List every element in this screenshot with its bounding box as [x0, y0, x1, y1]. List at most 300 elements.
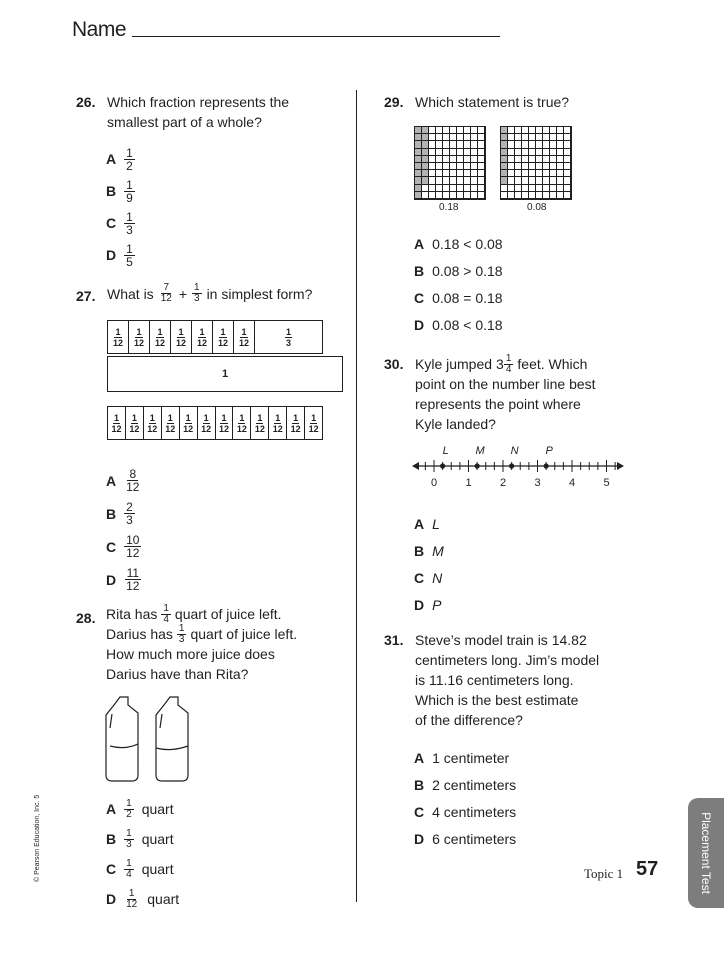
- grid-cell: [564, 134, 571, 141]
- grid-cell: [422, 163, 429, 170]
- grid-cell: [471, 177, 478, 184]
- grid-cell: [450, 163, 457, 170]
- q27-number: 27.: [76, 288, 96, 304]
- grid-cell: [464, 134, 471, 141]
- tick-label: 4: [568, 477, 576, 489]
- grid-cell: [536, 141, 543, 148]
- grid-cell: [422, 156, 429, 163]
- grid-cell: [557, 149, 564, 156]
- grid-cell: [543, 177, 550, 184]
- q29-choice-c[interactable]: C 0.08 = 0.18: [414, 289, 503, 306]
- grid-cell: [450, 134, 457, 141]
- bar-twelfth: 1 12: [308, 412, 319, 434]
- grid-cell: [508, 141, 515, 148]
- point-label: P: [545, 445, 553, 457]
- grid-cell: [564, 156, 571, 163]
- grid-cell: [522, 141, 529, 148]
- grid-cell: [550, 163, 557, 170]
- q30-choice-c[interactable]: C N: [414, 569, 443, 586]
- grid-cell: [522, 163, 529, 170]
- grid-cell: [557, 185, 564, 192]
- grid-cell: [564, 149, 571, 156]
- topic-label: Topic 1: [584, 866, 624, 881]
- tick-label: 1: [465, 477, 472, 489]
- grid-cell: [557, 141, 564, 148]
- grid-cell: [464, 192, 471, 199]
- grid-cell: [522, 149, 529, 156]
- grid-cell: [557, 170, 564, 177]
- point-dot: [544, 463, 549, 468]
- grid-cell: [501, 141, 508, 148]
- grid-cell: [457, 192, 464, 199]
- q26-number: 26.: [76, 94, 96, 110]
- grid-cell: [557, 192, 564, 199]
- grid-cell: [508, 177, 515, 184]
- bar-whole: 1: [221, 368, 229, 380]
- grid-cell: [415, 156, 422, 163]
- q30-number: 30.: [384, 356, 404, 372]
- grid-cell: [478, 149, 485, 156]
- q31-choice-b[interactable]: B 2 centimeters: [414, 776, 517, 793]
- q27-text: What is $\frac{7}{12}$ + $\frac{1}{3}$ in simplest form?: [107, 282, 313, 304]
- grid-cell: [536, 192, 543, 199]
- jug-icon: [156, 697, 188, 781]
- grid-cell: [429, 192, 436, 199]
- grid-cell: [550, 192, 557, 199]
- grid-cell: [557, 134, 564, 141]
- grid-cell: [557, 127, 564, 134]
- grid-cell: [508, 185, 515, 192]
- grid-cell: [529, 141, 536, 148]
- grid-cell: [529, 177, 536, 184]
- grid-cell: [557, 156, 564, 163]
- grid-cell: [429, 185, 436, 192]
- grid-cell: [478, 170, 485, 177]
- point-dot: [475, 463, 480, 468]
- grid-cell: [522, 170, 529, 177]
- grid-cell: [415, 185, 422, 192]
- grid-cell: [457, 163, 464, 170]
- q27-frac-1: $\frac{7}{12}$: [160, 282, 172, 304]
- grid-cell: [508, 192, 515, 199]
- grid-cell: [443, 192, 450, 199]
- q28-choice-a[interactable]: A $\frac{1}{2}$ quart: [106, 797, 174, 820]
- grid-cell: [443, 134, 450, 141]
- grid-cell: [422, 192, 429, 199]
- grid-cell: [508, 127, 515, 134]
- tab-label: Placement Test: [699, 812, 713, 894]
- grid-cell: [529, 170, 536, 177]
- grid-cell: [450, 170, 457, 177]
- grid-cell: [422, 134, 429, 141]
- q26-choice-d[interactable]: D $\frac{1}{5}$: [106, 241, 133, 269]
- grid-cell: [464, 170, 471, 177]
- q29-number: 29.: [384, 94, 404, 110]
- q27-bar-bottom: [107, 406, 323, 440]
- grid-cell: [464, 163, 471, 170]
- bar-third: 1 3: [285, 326, 291, 348]
- column-divider: [356, 90, 357, 902]
- grid-cell: [564, 185, 571, 192]
- grid-cell: [429, 156, 436, 163]
- q28-choice-c[interactable]: C $\frac{1}{4}$ quart: [106, 857, 174, 880]
- grid-cell: [450, 127, 457, 134]
- grid-cell: [422, 127, 429, 134]
- grid-cell: [415, 141, 422, 148]
- bar-twelfth: 1 12: [108, 321, 129, 353]
- grid-cell: [415, 192, 422, 199]
- point-label: N: [510, 445, 519, 457]
- bar-twelfth: 1 12: [213, 321, 234, 353]
- grid-cell: [464, 149, 471, 156]
- grid-cell: [450, 177, 457, 184]
- grid-cell: [471, 141, 478, 148]
- grid-cell: [508, 134, 515, 141]
- grid-cell: [508, 149, 515, 156]
- point-dot: [509, 463, 514, 468]
- q28-text: Rita has $\frac{1}{4}$ quart of juice left. Darius has $\frac{1}{3}$ quart of juice left. How much more juice does Darius have than Rita?: [106, 602, 298, 682]
- q26-choice-b-frac: $\frac{1}{9}$: [126, 177, 133, 205]
- grid-cell: [415, 177, 422, 184]
- grid-cell: [436, 177, 443, 184]
- grid-cell: [450, 141, 457, 148]
- point-label: M: [475, 445, 485, 457]
- grid-cell: [557, 163, 564, 170]
- q30-choice-d[interactable]: D P: [414, 596, 442, 613]
- grid-cell: [471, 149, 478, 156]
- bar-twelfth: 1 12: [171, 321, 192, 353]
- q30-text: Kyle jumped 3 $\frac{1}{4}$ feet. Which point on the number line best represents the point where Kyle landed?: [415, 352, 596, 432]
- grid-cell: [450, 192, 457, 199]
- grid-cell: [550, 134, 557, 141]
- page-number: 57: [636, 858, 659, 880]
- grid-cell: [471, 185, 478, 192]
- grid-cell: [478, 163, 485, 170]
- grid-cell: [436, 156, 443, 163]
- grid-cell: [515, 185, 522, 192]
- grid-cell: [529, 163, 536, 170]
- q28-choice-d[interactable]: D $\frac{1}{12}$ quart: [106, 887, 180, 910]
- grid-cell: [550, 156, 557, 163]
- grid-cell: [515, 170, 522, 177]
- q27-choice-c[interactable]: C $\frac{10}{12}$: [106, 533, 140, 560]
- grid-cell: [529, 127, 536, 134]
- grid-cell: [501, 185, 508, 192]
- grid-cell: [564, 192, 571, 199]
- q29-choices: [414, 230, 503, 338]
- grid-cell: [550, 185, 557, 192]
- grid-cell: [564, 163, 571, 170]
- q31-choice-d[interactable]: D 6 centimeters: [414, 830, 517, 847]
- bar-twelfth: 1 12: [144, 407, 162, 439]
- q31-text: Steve’s model train is 14.82 centimeters long. Jim’s model is 11.16 centimeters long. Which is the best estimate of the difference?: [415, 632, 600, 728]
- grid-cell: [436, 163, 443, 170]
- tick-label: 0: [430, 477, 438, 489]
- grid-cell: [436, 185, 443, 192]
- grid-cell: [471, 170, 478, 177]
- grid-cell: [422, 185, 429, 192]
- q30-choices: [414, 510, 444, 618]
- grid-cell: [536, 185, 543, 192]
- grid-cell: [464, 141, 471, 148]
- q31-choice-a[interactable]: A 1 centimeter: [414, 749, 510, 766]
- q27-bar-whole: [107, 356, 343, 392]
- grid-cell: [508, 156, 515, 163]
- grid-cell: [443, 170, 450, 177]
- grid-cell: [457, 149, 464, 156]
- grid-cell: [443, 177, 450, 184]
- grid-cell: [508, 170, 515, 177]
- q31-choice-c[interactable]: C 4 centimeters: [414, 803, 517, 820]
- grid-cell: [550, 149, 557, 156]
- grid-cell: [450, 149, 457, 156]
- grid-cell: [557, 177, 564, 184]
- grid-cell: [457, 127, 464, 134]
- grid-cell: [422, 141, 429, 148]
- grid-cell: [478, 134, 485, 141]
- grid-cell: [543, 170, 550, 177]
- q28-choices: [106, 794, 179, 914]
- arrow-right-icon: [617, 462, 624, 470]
- grid-cell: [471, 163, 478, 170]
- grid-cell: [478, 127, 485, 134]
- point-dot: [440, 463, 445, 468]
- q29-choice-d[interactable]: D 0.08 < 0.18: [414, 316, 503, 333]
- grid-cell: [478, 177, 485, 184]
- q27-choice-d[interactable]: D $\frac{11}{12}$: [106, 566, 140, 593]
- grid-cell: [536, 149, 543, 156]
- grid-cell: [543, 127, 550, 134]
- grid-cell: [550, 141, 557, 148]
- arrow-left-icon: [412, 462, 419, 470]
- grid-cell: [464, 127, 471, 134]
- grid-cell: [508, 163, 515, 170]
- q26-choice-c-frac: $\frac{1}{3}$: [126, 209, 133, 237]
- point-label: L: [442, 445, 449, 457]
- grid-cell: [515, 149, 522, 156]
- grid-cell: [515, 141, 522, 148]
- bar-twelfth: 1 12: [129, 321, 150, 353]
- grid-cell: [478, 156, 485, 163]
- grid-cell: [536, 156, 543, 163]
- grid-cell: [422, 177, 429, 184]
- grid-0-18: [414, 126, 486, 200]
- bar-twelfth: 1 12: [234, 321, 255, 353]
- q26-choice-b[interactable]: B $\frac{1}{9}$: [106, 177, 133, 205]
- grid-cell: [478, 192, 485, 199]
- grid-cell: [522, 156, 529, 163]
- grid-cell: [443, 141, 450, 148]
- grid-cell: [478, 141, 485, 148]
- grid-cell: [543, 141, 550, 148]
- grid-cell: [564, 170, 571, 177]
- grid-cell: [501, 127, 508, 134]
- bar-twelfth: 1 12: [162, 407, 180, 439]
- grid-cell: [443, 149, 450, 156]
- grid-cell: [443, 127, 450, 134]
- q27-choice-b[interactable]: B $\frac{2}{3}$: [106, 500, 133, 527]
- grid-cell: [457, 177, 464, 184]
- bar-twelfth: 1 12: [198, 407, 216, 439]
- grid-cell: [515, 192, 522, 199]
- grid-cell: [436, 170, 443, 177]
- tick-label: 5: [603, 477, 610, 489]
- bar-twelfth: 1 12: [108, 407, 126, 439]
- grid-cell: [436, 141, 443, 148]
- grid-cell: [529, 185, 536, 192]
- tick-label: 3: [534, 477, 541, 489]
- grid-cell: [536, 170, 543, 177]
- grid-cell: [429, 163, 436, 170]
- bar-twelfth: 1 12: [251, 407, 269, 439]
- grid-cell: [536, 177, 543, 184]
- q31-number: 31.: [384, 632, 404, 648]
- grid-cell: [457, 156, 464, 163]
- copyright: © Pearson Education, Inc. 5: [34, 794, 41, 882]
- q28-choice-b[interactable]: B $\frac{1}{3}$ quart: [106, 827, 174, 850]
- grid-cell: [443, 163, 450, 170]
- grid-cell: [415, 149, 422, 156]
- q26-choice-a[interactable]: A $\frac{1}{2}$: [106, 145, 133, 173]
- grid-cell: [515, 156, 522, 163]
- bar-twelfth: 1 12: [287, 407, 305, 439]
- grid-cell: [457, 185, 464, 192]
- q26-choice-d-frac: $\frac{1}{5}$: [126, 241, 133, 269]
- grid-cell: [543, 192, 550, 199]
- q27-choice-a[interactable]: A $\frac{8}{12}$: [106, 467, 140, 494]
- q27-bar-top: [107, 320, 323, 354]
- tick-label: 2: [499, 477, 507, 489]
- grid-cell: [543, 163, 550, 170]
- grid-cell: [564, 141, 571, 148]
- q26-choices: [106, 143, 135, 271]
- grid-cell: [522, 177, 529, 184]
- bar-twelfth: 1 12: [150, 321, 171, 353]
- q29-choice-a[interactable]: A 0.18 < 0.08: [414, 235, 503, 252]
- grid-cell: [471, 156, 478, 163]
- grid-cell: [436, 127, 443, 134]
- grid-cell: [522, 134, 529, 141]
- grid-cell: [522, 185, 529, 192]
- grid-cell: [415, 127, 422, 134]
- q26-choice-a-frac: $\frac{1}{2}$: [126, 145, 133, 173]
- grid-cell: [450, 156, 457, 163]
- q30-choice-a[interactable]: A L: [414, 515, 440, 532]
- grid-cell: [464, 177, 471, 184]
- q29-text: Which statement is true?: [415, 94, 570, 110]
- q26-text: Which fraction represents the smallest part of a whole?: [107, 94, 290, 130]
- grid-cell: [515, 177, 522, 184]
- bar-twelfth: 1 12: [126, 407, 144, 439]
- bar-twelfth: 1 12: [233, 407, 251, 439]
- grid-cell: [464, 156, 471, 163]
- bar-twelfth: 1 12: [180, 407, 198, 439]
- grid-cell: [536, 127, 543, 134]
- grid-cell: [429, 149, 436, 156]
- grid-cell: [443, 156, 450, 163]
- grid-cell: [529, 192, 536, 199]
- grid-0-08: [500, 126, 572, 200]
- q27-choices: [106, 464, 141, 596]
- grid-cell: [564, 177, 571, 184]
- grid-cell: [543, 134, 550, 141]
- grid-cell: [415, 134, 422, 141]
- grid-cell: [457, 170, 464, 177]
- grid-cell: [501, 177, 508, 184]
- grid-cell: [529, 134, 536, 141]
- juice-jugs-illustration: [104, 694, 204, 784]
- q26-choice-c[interactable]: C $\frac{1}{3}$: [106, 209, 133, 237]
- grid-cell: [515, 163, 522, 170]
- bar-twelfth: 1 12: [216, 407, 234, 439]
- grid-cell: [529, 156, 536, 163]
- grid-cell: [550, 127, 557, 134]
- grid-cell: [550, 170, 557, 177]
- grid-cell: [471, 192, 478, 199]
- grid-cell: [471, 127, 478, 134]
- grid-cell: [501, 134, 508, 141]
- q27-frac-2: $\frac{1}{3}$: [194, 282, 200, 304]
- grid-cell: [429, 127, 436, 134]
- grid-cell: [457, 141, 464, 148]
- grid-cell: [429, 177, 436, 184]
- grid-cell: [536, 163, 543, 170]
- grid1-label: 0.18: [439, 202, 459, 213]
- grid-cell: [415, 163, 422, 170]
- grid-cell: [429, 170, 436, 177]
- grid-cell: [464, 185, 471, 192]
- name-line: [132, 36, 500, 37]
- grid-cell: [501, 163, 508, 170]
- name-label: Name: [72, 18, 127, 41]
- grid-cell: [429, 141, 436, 148]
- number-line: [410, 438, 630, 490]
- grid-cell: [471, 134, 478, 141]
- grid-cell: [443, 185, 450, 192]
- grid-cell: [436, 149, 443, 156]
- bar-twelfth: 1 12: [192, 321, 213, 353]
- grid-cell: [543, 149, 550, 156]
- jug-icon: [106, 697, 138, 781]
- grid-cell: [457, 134, 464, 141]
- q28-number: 28.: [76, 610, 96, 626]
- grid-cell: [543, 156, 550, 163]
- grid-cell: [522, 127, 529, 134]
- grid-cell: [422, 170, 429, 177]
- grid-cell: [478, 185, 485, 192]
- grid-cell: [501, 192, 508, 199]
- grid-cell: [450, 185, 457, 192]
- grid-cell: [501, 149, 508, 156]
- grid-cell: [501, 156, 508, 163]
- grid-cell: [436, 134, 443, 141]
- grid-cell: [564, 127, 571, 134]
- grid-cell: [501, 170, 508, 177]
- grid2-label: 0.08: [527, 202, 547, 213]
- q31-choices: [414, 744, 516, 852]
- grid-cell: [536, 134, 543, 141]
- grid-cell: [415, 170, 422, 177]
- bar-twelfth: 1 12: [269, 407, 287, 439]
- grid-cell: [522, 192, 529, 199]
- q30-choice-b[interactable]: B M: [414, 542, 444, 559]
- grid-cell: [429, 134, 436, 141]
- grid-cell: [422, 149, 429, 156]
- grid-cell: [543, 185, 550, 192]
- grid-cell: [436, 192, 443, 199]
- grid-cell: [550, 177, 557, 184]
- q29-choice-b[interactable]: B 0.08 > 0.18: [414, 262, 503, 279]
